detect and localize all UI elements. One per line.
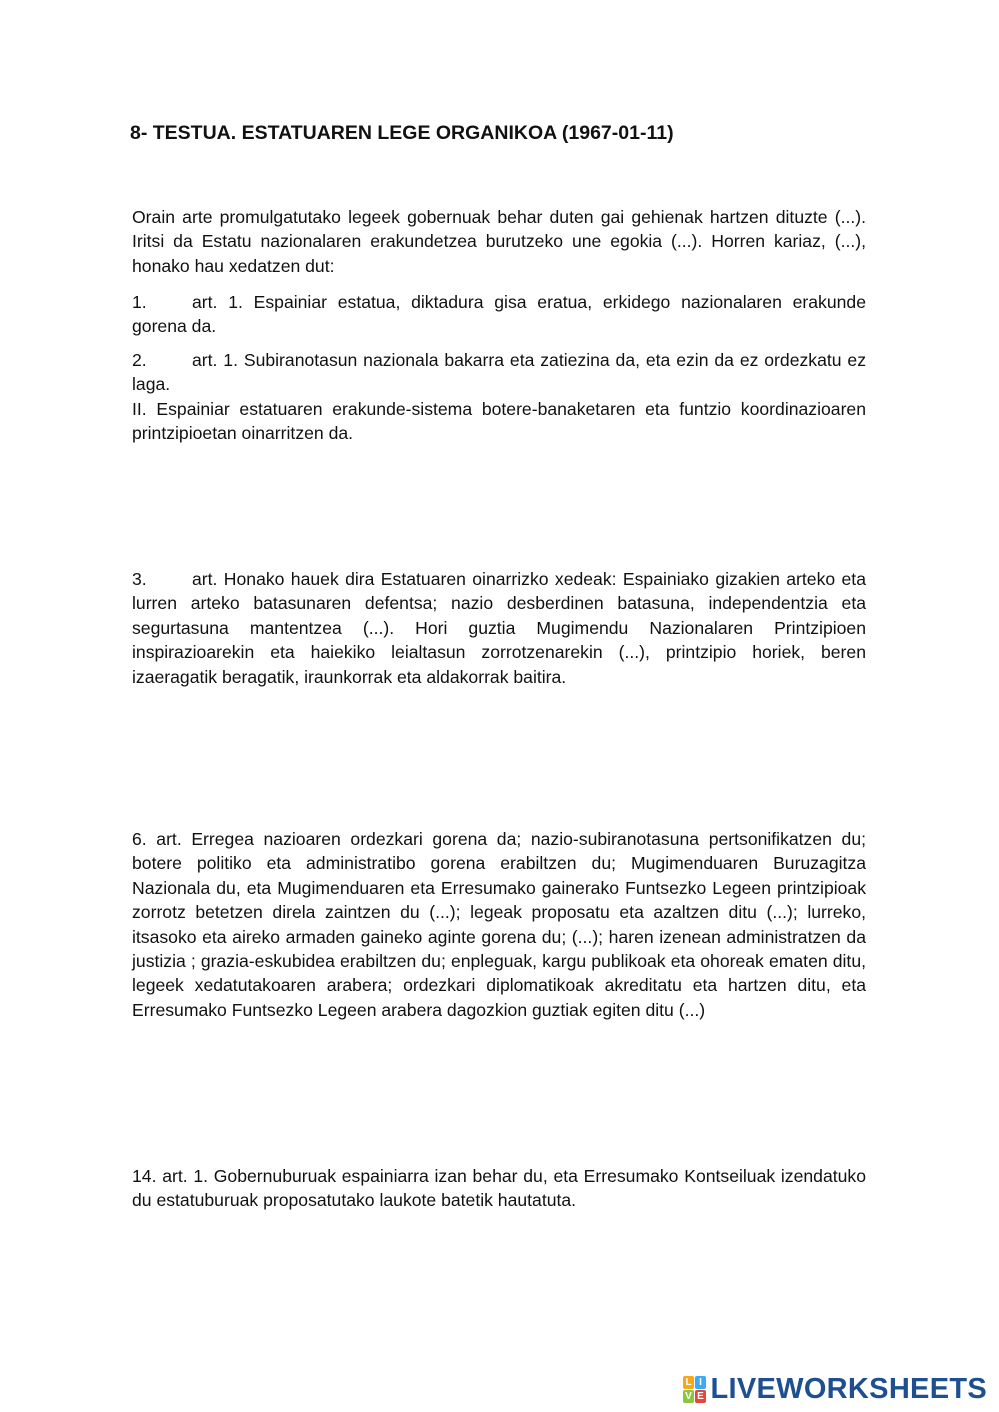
logo-badge-letter: L bbox=[683, 1376, 694, 1389]
article-3-number: 3. bbox=[132, 569, 147, 589]
article-1 bbox=[132, 290, 866, 339]
article-6: 6. art. Erregea nazioaren ordezkari gorena da; nazio-subiranotasuna pertsonifikatzen du; botere politiko eta administratibo gorena erabiltzen du; Mugimenduaren Buruzagitza Nazionala du, eta Mugimenduaren eta Erresumako gainerako Funtsezko Legeen printzipioak zorrotz betetzen direla zaintzen du (...); legeak proposatu eta azaltzen ditu (...); lurreko, itsasoko eta aireko armaden gaineko aginte gorena du; (...); haren izenean administratzen da justizia ; grazia-eskubidea erabiltzen du; enpleguak, kargu publikoak eta ohoreak ematen ditu, legeek xedatutakoaren arabera; ordezkari diplomatikoak akreditatu eta hartzen ditu, eta Erresumako Funtsezko Legeen arabera dagozkion guztiak egiten ditu (...) bbox=[132, 829, 866, 1020]
article-1-text: art. 1. Espainiar estatua, diktadura gisa eratua, erkidego nazionalaren erakunde gorena da. bbox=[132, 292, 866, 337]
article-1-number: 1. bbox=[132, 292, 147, 312]
article-14: 14. art. 1. Gobernuburuak espainiarra izan behar du, eta Erresumako Kontseiluak izendatuko du estatuburuak proposatutako laukote batetik hautatuta. bbox=[132, 1166, 866, 1211]
article-2-extra: II. Espainiar estatuaren erakunde-sistema botere-banaketaren eta funtzio koordinazioaren printzipioetan oinarritzen da. bbox=[132, 398, 866, 444]
article-3 bbox=[132, 567, 866, 689]
liveworksheets-logo bbox=[683, 1371, 988, 1407]
logo-badge-letter: E bbox=[695, 1390, 706, 1403]
article-2 bbox=[132, 348, 866, 446]
logo-badge-icon bbox=[683, 1375, 707, 1403]
logo-badge-letter: V bbox=[683, 1390, 694, 1403]
logo-badge-letter: I bbox=[695, 1376, 706, 1389]
article-3-text: art. Honako hauek dira Estatuaren oinarrizko xedeak: Espainiako gizakien arteko eta lurren arteko batasunaren defentsa; nazio desberdinen batasuna, independentzia eta segurtasuna mantentzea (...). Hori guztia Mugimendu Nazionalaren Printzipioen inspirazioarekin eta haiekiko leialtasun zorrotzenarekin (...), printzipio horiek, beren izaeragatik beragatik, iraunkorrak eta aldakorrak baitira. bbox=[132, 569, 866, 687]
article-2-number: 2. bbox=[132, 350, 147, 370]
article-2-text: art. 1. Subiranotasun nazionala bakarra eta zatiezina da, eta ezin da ez ordezkatu ez laga. bbox=[132, 350, 866, 395]
page-title: 8- TESTUA. ESTATUAREN LEGE ORGANIKOA (1967-01-11) bbox=[130, 122, 674, 144]
logo-text: LIVEWORKSHEETS bbox=[710, 1373, 987, 1405]
intro-paragraph: Orain arte promulgatutako legeek gobernuak behar duten gai gehienak hartzen dituzte (...). Iritsi da Estatu nazionalaren erakundetzea burutzeko une egokia (...). Horren kariaz, (...), honako hau xedatzen dut: bbox=[132, 207, 866, 276]
